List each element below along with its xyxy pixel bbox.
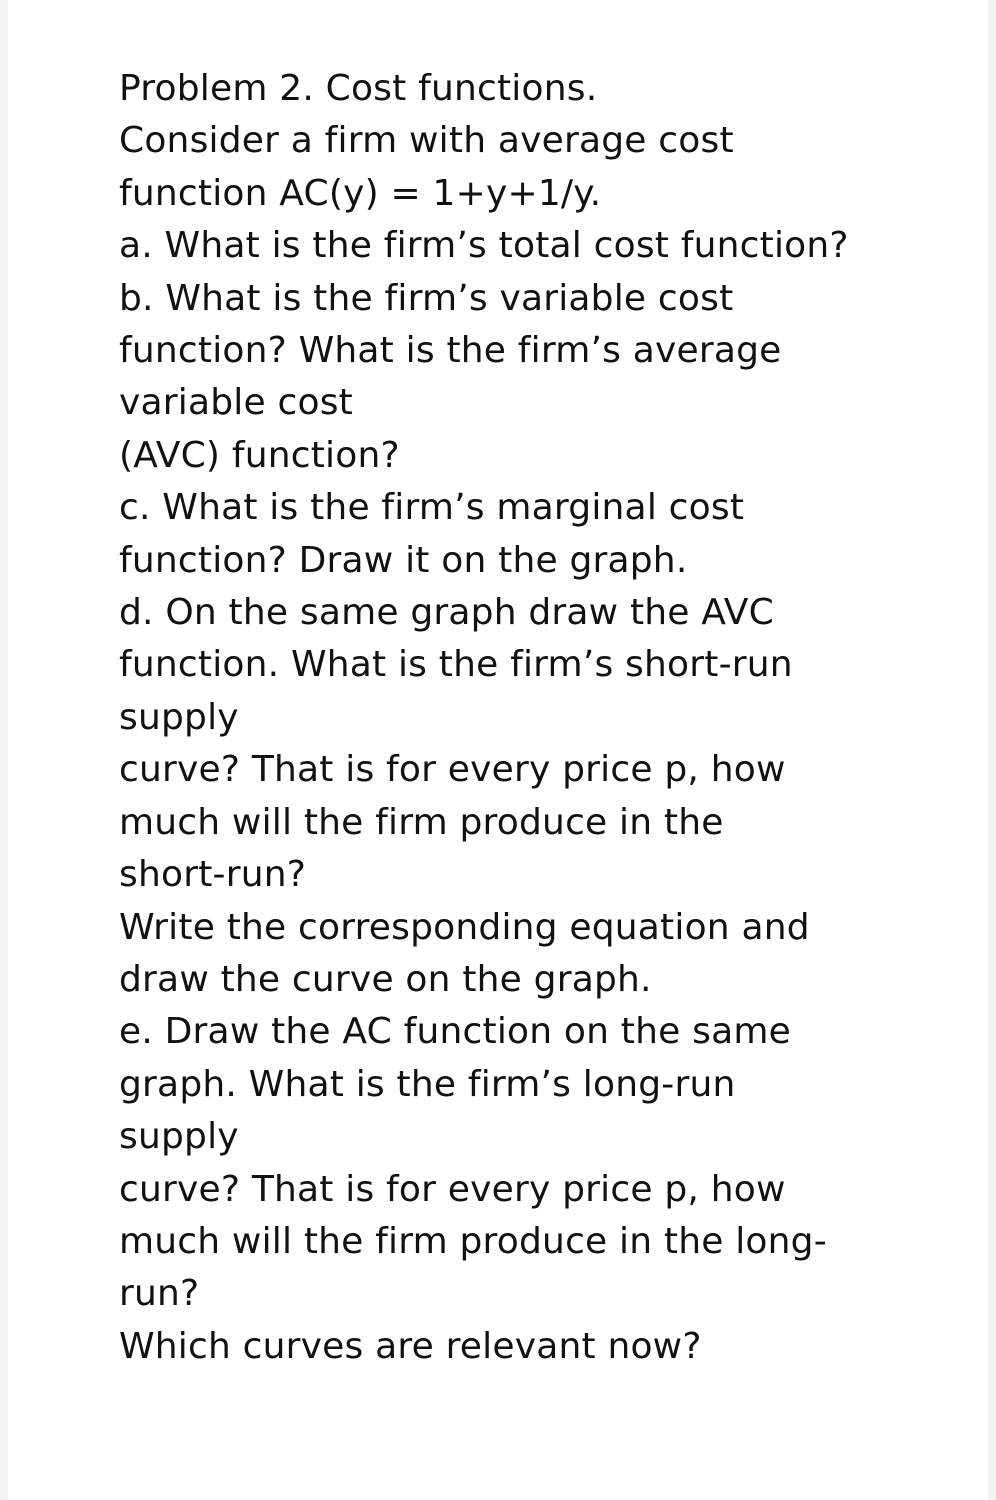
text-line: curve? That is for every price p, how: [119, 749, 786, 791]
text-line: much will the firm produce in the: [119, 801, 724, 843]
question-d: d. On the same graph draw the AVC: [119, 592, 774, 634]
question-c: c. What is the firm’s marginal cost: [119, 487, 745, 529]
text-line: run?: [119, 1273, 200, 1315]
text-line: short-run?: [119, 854, 307, 896]
text-line: curve? That is for every price p, how: [119, 1168, 786, 1210]
text-line: Consider a firm with average cost: [119, 120, 734, 162]
text-line: supply: [119, 696, 239, 738]
text-line: function? Draw it on the graph.: [119, 539, 688, 581]
text-line: much will the firm produce in the long-: [119, 1220, 827, 1262]
text-line: Write the corresponding equation and: [119, 906, 810, 948]
text-line: draw the curve on the graph.: [119, 958, 652, 1000]
text-line: function AC(y) = 1+y+1/y.: [119, 172, 602, 214]
text-line: function. What is the firm’s short-run: [119, 644, 793, 686]
question-a: a. What is the firm’s total cost function?: [119, 225, 849, 267]
text-line: (AVC) function?: [119, 434, 400, 476]
text-line: function? What is the firm’s average: [119, 330, 782, 372]
text-line: variable cost: [119, 382, 353, 424]
text-line: graph. What is the firm’s long-run: [119, 1063, 736, 1105]
text-line: supply: [119, 1116, 239, 1158]
question-e: e. Draw the AC function on the same: [119, 1011, 791, 1053]
text-line: Which curves are relevant now?: [119, 1325, 702, 1367]
problem-text: [119, 63, 919, 1373]
question-b: b. What is the firm’s variable cost: [119, 277, 734, 319]
problem-title: Problem 2. Cost functions.: [119, 68, 598, 109]
document-page: [8, 0, 988, 1500]
